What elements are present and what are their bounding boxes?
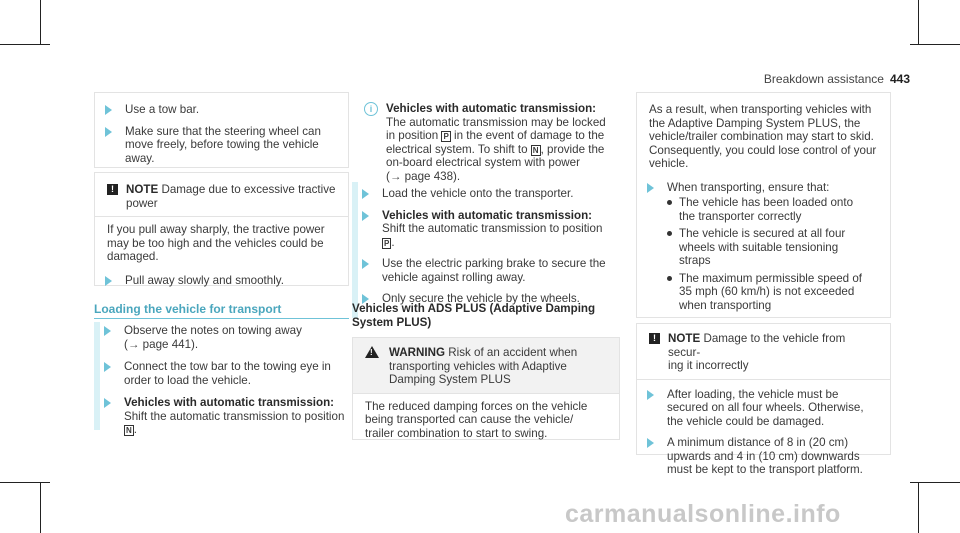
arrow-icon	[362, 259, 369, 269]
info-block: i Vehicles with automatic transmission: The automatic transmission may be locked in position P in the event of damage to the electrical system. To shift to N , provide the on-board electrical system with power (→ page 438).	[364, 102, 620, 183]
header-section: Breakdown assistance	[763, 72, 884, 86]
crop-mark	[918, 482, 919, 533]
step-item: Use the electric parking brake to secure the vehicle against rolling away.	[352, 257, 620, 284]
section-underline	[94, 318, 349, 319]
crop-mark	[910, 44, 960, 45]
arrow-icon	[105, 276, 112, 286]
watermark: carmanualsonline.info	[565, 500, 841, 528]
arrow-icon	[362, 211, 369, 221]
ads-title: Vehicles with ADS PLUS (Adaptive Damping System PLUS)	[352, 302, 596, 329]
step-item: Pull away slowly and smoothly.	[95, 274, 348, 288]
crop-mark	[0, 482, 50, 483]
crop-mark	[40, 0, 41, 45]
exclamation-icon: !	[107, 184, 118, 195]
note-box	[94, 172, 349, 286]
step-item: When transporting, ensure that: The vehicle has been loaded onto the transporter correctly The vehicle is secured at all four wheels with suitable tensioning straps The maximum permissible speed of 35 mph (60 km/h) is not exceeded when transporting	[637, 181, 880, 313]
warning-body: The reduced damping forces on the vehicle being transported can cause the vehicle/ trailer combination to start to swing.	[365, 399, 588, 440]
note-label: NOTE	[668, 332, 701, 345]
step-item: Observe the notes on towing away (→ page 441).	[94, 324, 349, 351]
arrow-icon	[362, 189, 369, 199]
step-item: A minimum distance of 8 in (20 cm) upwards and 4 in (10 cm) downwards must be kept to the transport platform.	[637, 436, 890, 477]
step-item: Load the vehicle onto the transporter.	[352, 187, 620, 201]
step-item: Use a tow bar.	[95, 103, 348, 117]
step-item: After loading, the vehicle must be secured on all four wheels. Otherwise, the vehicle could be damaged.	[637, 388, 890, 429]
arrow-icon	[104, 362, 111, 372]
steps-box	[94, 92, 349, 168]
col2-steps	[352, 187, 620, 306]
gear-n-key: N	[532, 145, 539, 155]
note-title: Damage due to excessive tractive power	[126, 183, 336, 210]
crop-mark	[918, 0, 919, 45]
note-label: NOTE	[126, 183, 159, 196]
warning-box: ! WARNING Risk of an accident when transporting vehicles with Adaptive Damping System PLUS The reduced damping forces on the vehicle being transported can cause the vehicle/ trailer combination to start to swing.	[352, 337, 620, 440]
arrow-icon	[647, 183, 654, 193]
step-item: Vehicles with automatic transmission: Shift the automatic transmission to position P .	[352, 209, 620, 250]
page-number: 443	[889, 72, 910, 86]
gear-p-key: P	[443, 132, 449, 141]
info-icon: i	[364, 102, 378, 116]
gear-n-key: N	[126, 426, 132, 435]
gear-p-key: P	[384, 238, 390, 248]
step-item: Make sure that the steering wheel can move freely, before towing the vehicle away.	[95, 125, 348, 166]
arrow-icon	[647, 438, 654, 448]
warning-label: WARNING	[389, 346, 446, 359]
arrow-icon	[105, 105, 112, 115]
warning-icon: !	[365, 346, 379, 358]
transport-box	[636, 92, 891, 318]
transport-paragraph: As a result, when transporting vehicles with the Adaptive Damping System PLUS, the vehicle/trailer combination may start to skid. Consequently, you could lose control of your vehicle.	[649, 103, 877, 170]
arrow-icon	[104, 326, 111, 336]
arrow-icon	[105, 127, 112, 137]
page-header	[764, 72, 910, 86]
bullet-item: The maximum permissible speed of 35 mph (60 km/h) is not exceeded when transporting	[667, 272, 880, 313]
arrow-icon	[647, 390, 654, 400]
exclamation-icon: !	[649, 333, 660, 344]
note-box: ! NOTE Damage to the vehicle from secur- ing it incorrectly After loading, the vehicle must be secured on all four wheels. Otherwise, the vehicle could be damaged. A minimum distance of 8 in (20 cm) upwards and 4 in (10 cm) downwards must be kept to the transport platform.	[636, 323, 891, 455]
arrow-icon	[104, 398, 111, 408]
loading-steps	[94, 324, 349, 437]
step-item: Vehicles with automatic transmission: Shift the automatic transmission to position N .	[94, 396, 349, 437]
bullet-item: The vehicle is secured at all four wheels with suitable tensioning straps	[667, 227, 880, 268]
crop-mark	[910, 482, 960, 483]
step-item: Connect the tow bar to the towing eye in order to load the vehicle.	[94, 360, 349, 387]
crop-mark	[40, 482, 41, 533]
bullet-item: The vehicle has been loaded onto the transporter correctly	[667, 196, 880, 223]
note-body: If you pull away sharply, the tractive power may be too high and the vehicles could be damaged.	[107, 223, 325, 263]
crop-mark	[0, 44, 50, 45]
section-title: Loading the vehicle for transport	[94, 302, 282, 316]
step-item: Only secure the vehicle by the wheels.	[352, 292, 620, 306]
